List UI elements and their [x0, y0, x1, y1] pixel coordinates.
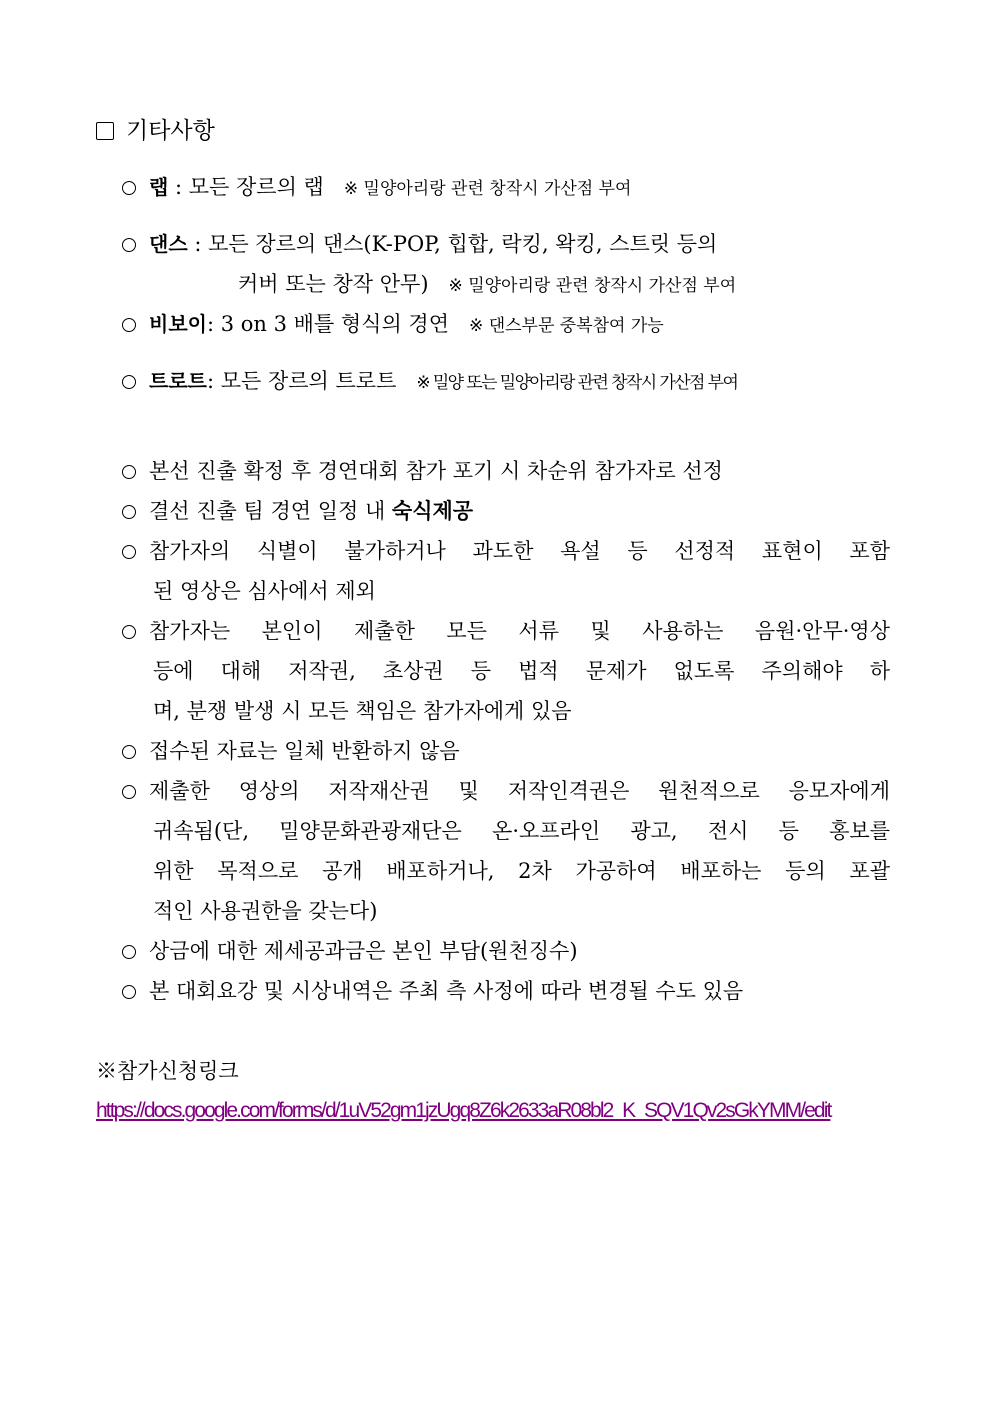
genre-separator: : — [187, 232, 209, 256]
notice-line: 등에 대해 저작권, 초상권 등 법적 문제가 없도록 주의해야 하 — [153, 659, 890, 683]
section-heading — [96, 113, 215, 149]
genre-note: ※ 밀양아리랑 관련 창작시 가산점 부여 — [343, 179, 632, 199]
notice-line: 결선 진출 팀 경연 일정 내 — [149, 499, 392, 523]
genre-separator: : — [206, 312, 221, 336]
notice-line: 된 영상은 심사에서 제외 — [153, 579, 376, 603]
notice-line: 본 대회요강 및 시상내역은 주최 측 사정에 따라 변경될 수도 있음 — [149, 979, 744, 1003]
genre-item-trot — [122, 364, 737, 400]
notice-line: 참가자는 본인이 제출한 모든 서류 및 사용하는 음원·안무·영상 — [149, 619, 890, 643]
genre-name: 트로트 — [149, 369, 207, 393]
notice-line: 귀속됨(단, 밀양문화관광재단은 온·오프라인 광고, 전시 등 홍보를 — [153, 819, 890, 843]
section-title: 기타사항 — [126, 118, 215, 144]
genre-item-bboy — [122, 307, 664, 343]
notice-line: 제출한 영상의 저작재산권 및 저작인격권은 원천적으로 응모자에게 — [149, 779, 890, 803]
checkbox-square-icon — [96, 122, 114, 140]
genre-name: 비보이 — [149, 312, 207, 336]
circle-bullet-icon — [122, 625, 136, 639]
notice-item — [122, 731, 890, 771]
circle-bullet-icon — [122, 465, 136, 479]
genre-item-rap — [122, 170, 631, 206]
circle-bullet-icon — [122, 181, 136, 195]
circle-bullet-icon — [122, 785, 136, 799]
circle-bullet-icon — [122, 238, 136, 252]
notice-line: 상금에 대한 제세공과금은 본인 부담(원천징수) — [149, 939, 578, 963]
application-form-link[interactable]: https://docs.google.com/forms/d/1uV52gm1jzUgq8Z6k2633aR08bl2_K_SQV1Qv2sGkYMM/edit — [96, 1099, 831, 1122]
genre-desc: 모든 장르의 랩 — [188, 175, 324, 199]
genre-separator: : — [206, 369, 221, 393]
notice-line: 적인 사용권한을 갖는다) — [153, 899, 378, 923]
notice-line: 며, 분쟁 발생 시 모든 책임은 참가자에게 있음 — [153, 699, 572, 723]
genre-item-dance — [122, 227, 717, 261]
genre-note: ※ 밀양아리랑 관련 창작시 가산점 부여 — [448, 276, 737, 296]
notice-line: 참가자의 식별이 불가하거나 과도한 욕설 등 선정적 표현이 포함 — [149, 539, 890, 563]
genre-desc: 3 on 3 배틀 형식의 경연 — [220, 312, 450, 336]
genre-desc-continued: 커버 또는 창작 안무) — [238, 272, 429, 296]
genre-name: 랩 — [149, 175, 169, 199]
notice-item — [122, 451, 890, 491]
notice-line: 본선 진출 확정 후 경연대회 참가 포기 시 차순위 참가자로 선정 — [149, 459, 723, 483]
circle-bullet-icon — [122, 375, 136, 389]
notice-item — [122, 531, 890, 611]
circle-bullet-icon — [122, 505, 136, 519]
notice-highlight: 숙식제공 — [391, 499, 474, 523]
circle-bullet-icon — [122, 745, 136, 759]
genre-separator: : — [168, 175, 189, 199]
genre-desc: 모든 장르의 트로트 — [220, 369, 397, 393]
genre-note: ※ 밀양 또는 밀양아리랑 관련 창작시 가산점 부여 — [416, 373, 738, 393]
genre-name: 댄스 — [149, 232, 188, 256]
notice-item — [122, 611, 890, 731]
genre-desc: 모든 장르의 댄스(K-POP, 힙합, 락킹, 왁킹, 스트릿 등의 — [208, 232, 718, 256]
circle-bullet-icon — [122, 318, 136, 332]
genre-note: ※ 댄스부문 중복참여 가능 — [469, 316, 664, 336]
circle-bullet-icon — [122, 545, 136, 559]
genre-item-dance-continued — [238, 267, 736, 303]
notice-line: 접수된 자료는 일체 반환하지 않음 — [149, 739, 460, 763]
circle-bullet-icon — [122, 985, 136, 999]
notice-item — [122, 931, 890, 971]
application-link-label: ※참가신청링크 — [96, 1059, 239, 1083]
circle-bullet-icon — [122, 945, 136, 959]
notice-item — [122, 771, 890, 931]
notice-item — [122, 491, 890, 531]
notice-item — [122, 971, 890, 1011]
notice-line: 위한 목적으로 공개 배포하거나, 2차 가공하여 배포하는 등의 포괄 — [153, 859, 890, 883]
